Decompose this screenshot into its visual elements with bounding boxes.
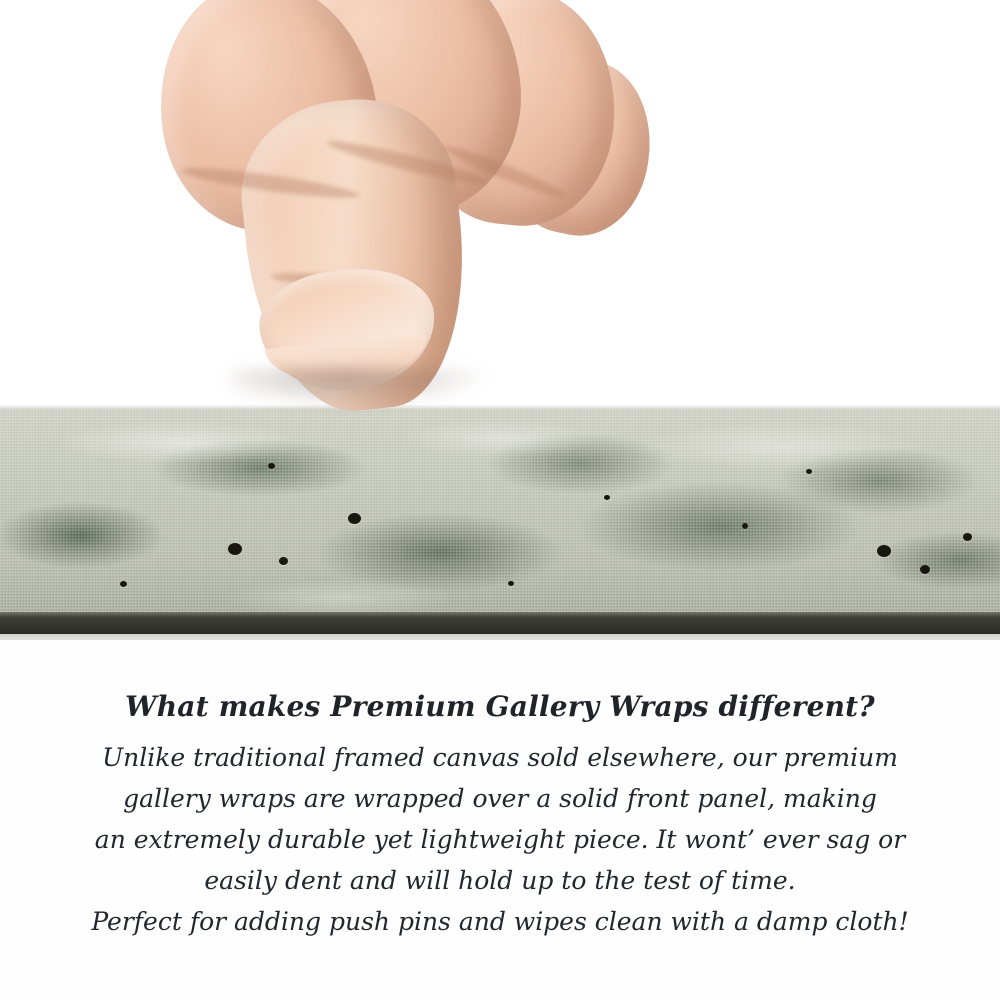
- canvas-speck: [963, 533, 972, 541]
- canvas-speck: [604, 495, 610, 500]
- panel-drop-shadow: [0, 634, 1000, 640]
- finger-contact-shadow: [230, 368, 490, 408]
- canvas-speck: [508, 581, 514, 586]
- caption-line: Unlike traditional framed canvas sold elsewhere, our premium: [102, 743, 898, 772]
- canvas-speck: [228, 543, 242, 555]
- canvas-speck: [279, 557, 288, 565]
- canvas-fold-highlight: [0, 405, 1000, 410]
- canvas-speck: [920, 565, 930, 574]
- canvas-weave-texture: [0, 405, 1000, 615]
- caption-body: [0, 737, 1000, 942]
- caption-line: Perfect for adding push pins and wipes clean with a damp cloth!: [91, 907, 909, 936]
- caption-line: gallery wraps are wrapped over a solid front panel, making: [123, 784, 877, 813]
- caption-line: easily dent and will hold up to the test of time.: [204, 866, 796, 895]
- hand-illustration: [120, 0, 620, 440]
- caption-heading: What makes Premium Gallery Wraps different?: [125, 690, 875, 723]
- canvas-wrap-edge: [0, 405, 1000, 615]
- canvas-speck: [742, 523, 748, 529]
- canvas-speck: [120, 581, 127, 587]
- canvas-speck: [806, 469, 812, 474]
- canvas-speck: [268, 463, 275, 469]
- canvas-speck: [877, 545, 891, 557]
- caption-block: [0, 690, 1000, 942]
- canvas-speck: [348, 513, 361, 524]
- caption-line: an extremely durable yet lightweight piece. It wont’ ever sag or: [94, 825, 906, 854]
- panel-edge-sheen: [0, 612, 1000, 617]
